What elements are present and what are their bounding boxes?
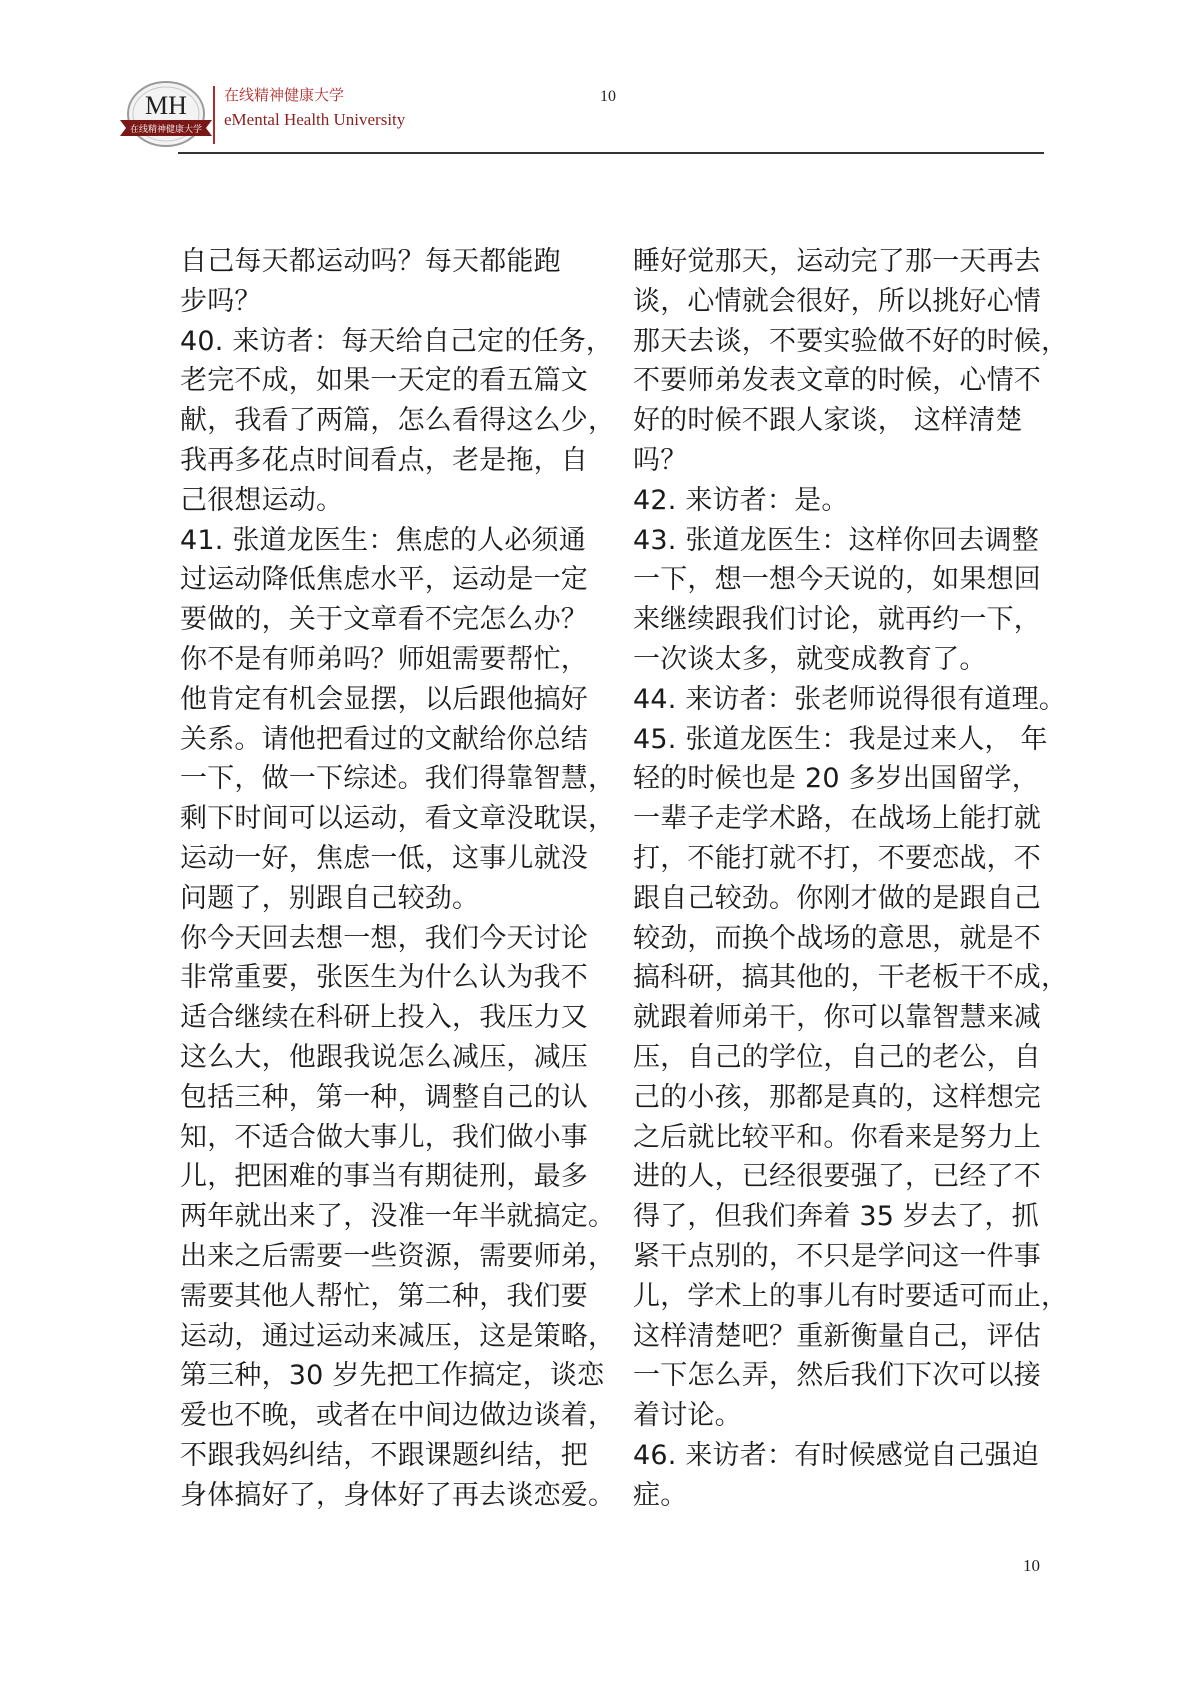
text-line: 老完不成，如果一天定的看五篇文: [180, 365, 588, 397]
brand-name-chinese: 在线精神健康大学: [224, 86, 345, 104]
text-line: 要做的，关于文章看不完怎么办？: [180, 604, 588, 636]
text-line: 一次谈太多，就变成教育了。: [633, 643, 987, 675]
text-line: 第三种，30 岁先把工作搞定，谈恋: [180, 1360, 605, 1392]
text-line: 来继续跟我们讨论，就再约一下，: [633, 604, 1041, 636]
text-line: 46. 来访者：有时候感觉自己强迫: [633, 1439, 1039, 1471]
university-logo: [118, 80, 214, 148]
text-line: 压，自己的学位，自己的老公，自: [633, 1041, 1041, 1073]
text-line: 40. 来访者：每天给自己定的任务，: [180, 325, 614, 357]
logo-monogram: MH: [145, 91, 187, 120]
text-line: 爱也不晚，或者在中间边做边谈着，: [180, 1400, 616, 1432]
text-line: 42. 来访者：是。: [633, 484, 849, 516]
text-line: 那天去谈，不要实验做不好的时候，: [633, 325, 1069, 357]
text-line: 过运动降低焦虑水平，运动是一定: [180, 564, 588, 596]
text-line: 己的小孩，那都是真的，这样想完: [633, 1081, 1041, 1113]
text-line: 一下，想一想今天说的，如果想回: [633, 564, 1041, 596]
header-page-number: 10: [600, 88, 616, 105]
text-line: 非常重要，张医生为什么认为我不: [180, 962, 588, 994]
text-line: 我再多花点时间看点，老是拖，自: [180, 444, 588, 476]
text-line: 你不是有师弟吗？师姐需要帮忙，: [180, 643, 588, 675]
text-line: 45. 张道龙医生：我是过来人， 年: [633, 723, 1048, 755]
text-line: 谈，心情就会很好，所以挑好心情: [633, 285, 1041, 317]
text-line: 运动一好，焦虑一低，这事儿就没: [180, 842, 588, 874]
text-line: 得了，但我们奔着 35 岁去了，抓: [633, 1201, 1039, 1233]
text-line: 儿，把困难的事当有期徒刑，最多: [180, 1161, 588, 1193]
text-line: 进的人，已经很要强了，已经了不: [633, 1161, 1041, 1193]
text-line: 运动，通过运动来减压，这是策略，: [180, 1320, 616, 1352]
text-line: 适合继续在科研上投入，我压力又: [180, 1002, 588, 1034]
text-line: 着讨论。: [633, 1400, 742, 1432]
text-line: 轻的时候也是 20 多岁出国留学，: [633, 763, 1039, 795]
text-line: 不跟我妈纠结，不跟课题纠结，把: [180, 1439, 588, 1471]
text-line: 睡好觉那天，运动完了那一天再去: [633, 246, 1041, 277]
text-line: 身体搞好了，身体好了再去谈恋爱。: [180, 1479, 616, 1511]
text-line: 跟自己较劲。你刚才做的是跟自己: [633, 882, 1041, 914]
text-line: 儿，学术上的事儿有时要适可而止，: [633, 1280, 1069, 1312]
text-line: 较劲，而换个战场的意思，就是不: [633, 922, 1041, 954]
text-line: 一下，做一下综述。我们得靠智慧，: [180, 763, 616, 795]
text-line: 打，不能打就不打，不要恋战，不: [633, 842, 1041, 874]
left-column: [180, 242, 616, 1516]
text-line: 这么大，他跟我说怎么减压，减压: [180, 1041, 588, 1073]
text-line: 41. 张道龙医生：焦虑的人必须通: [180, 524, 586, 556]
text-line: 这样清楚吧？重新衡量自己，评估: [633, 1320, 1041, 1352]
text-line: 两年就出来了，没准一年半就搞定。: [180, 1201, 616, 1233]
text-line: 吗？: [633, 444, 688, 476]
text-line: 症。: [633, 1479, 688, 1511]
logo-ribbon-text: 在线精神健康大学: [129, 125, 203, 135]
text-line: 你今天回去想一想，我们今天讨论: [180, 922, 588, 954]
text-line: 知，不适合做大事儿，我们做小事: [180, 1121, 588, 1153]
text-line: 需要其他人帮忙，第二种，我们要: [180, 1280, 588, 1312]
text-line: 43. 张道龙医生：这样你回去调整: [633, 524, 1039, 556]
text-line: 44. 来访者：张老师说得很有道理。: [633, 683, 1067, 715]
text-line: 自己每天都运动吗？每天都能跑: [180, 246, 561, 277]
text-line: 步吗？: [180, 285, 262, 317]
text-line: 献，我看了两篇，怎么看得这么少，: [180, 405, 616, 437]
footer-page-number: 10: [1023, 1556, 1040, 1575]
text-line: 包括三种，第一种，调整自己的认: [180, 1081, 588, 1113]
right-column: [633, 242, 1069, 1516]
text-line: 出来之后需要一些资源，需要师弟，: [180, 1240, 616, 1272]
text-line: 不要师弟发表文章的时候，心情不: [633, 365, 1041, 397]
text-line: 他肯定有机会显摆，以后跟他搞好: [180, 683, 588, 715]
text-line: 紧干点别的，不只是学问这一件事: [633, 1240, 1041, 1272]
text-line: 好的时候不跟人家谈， 这样清楚: [633, 405, 1023, 437]
page-header: [0, 0, 1190, 160]
brand-name-english: eMental Health University: [224, 110, 406, 129]
header-rule: [178, 152, 1044, 154]
logo-divider: [213, 86, 215, 144]
text-line: 一下怎么弄，然后我们下次可以接: [633, 1360, 1041, 1392]
text-line: 之后就比较平和。你看来是努力上: [633, 1121, 1041, 1153]
text-line: 就跟着师弟干，你可以靠智慧来减: [633, 1002, 1041, 1034]
text-line: 搞科研，搞其他的，干老板干不成，: [633, 962, 1069, 994]
text-line: 己很想运动。: [180, 484, 344, 516]
text-line: 一辈子走学术路，在战场上能打就: [633, 803, 1041, 835]
text-line: 问题了，别跟自己较劲。: [180, 882, 480, 914]
text-line: 剩下时间可以运动，看文章没耽误，: [180, 803, 616, 835]
text-line: 关系。请他把看过的文献给你总结: [180, 723, 588, 755]
